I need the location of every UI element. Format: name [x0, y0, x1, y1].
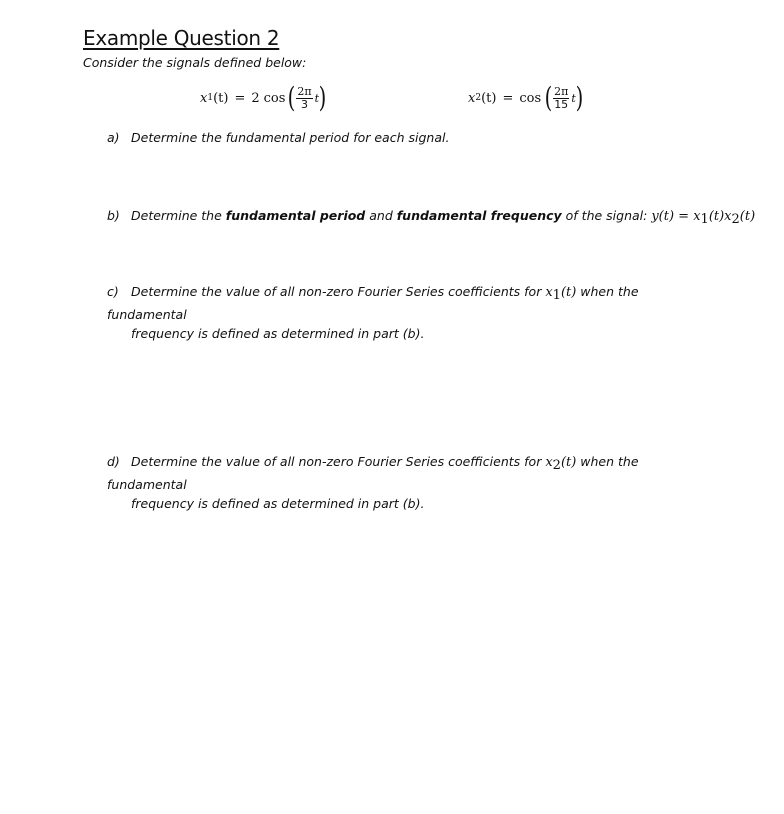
eq-x1-open-paren: (	[288, 81, 296, 114]
eq-x2-arg: (t)	[481, 90, 497, 106]
eq-x1-t: t	[314, 91, 320, 105]
question-d-label: d)	[107, 454, 120, 469]
question-d-pre: Determine the value of all non-zero Fourier Series coefficients for	[131, 454, 546, 469]
eq-x1-coef: 2	[251, 90, 260, 106]
question-d-line2: frequency is defined as determined in part (b).	[131, 496, 425, 511]
eq-x1-func: cos	[263, 90, 286, 106]
question-b-label: b)	[107, 208, 120, 223]
question-d-sub: 2	[552, 458, 561, 473]
eq-x1-close-paren: )	[318, 81, 327, 114]
question-b-pre: Determine the	[131, 208, 226, 223]
question-a-text: Determine the fundamental period for each signal.	[131, 130, 450, 145]
eq-x2-numerator: 2π	[554, 84, 569, 98]
eq-x2-var: x	[468, 90, 476, 106]
question-b-math-y: y(t) = x	[651, 209, 701, 224]
eq-x2-denominator: 15	[554, 97, 569, 111]
eq-x1-sub: 1	[207, 93, 214, 103]
question-b	[107, 206, 755, 229]
eq-x2-equals: =	[502, 90, 514, 106]
question-c	[107, 282, 709, 343]
eq-x1-equals: =	[234, 90, 246, 106]
eq-x2-t: t	[571, 91, 576, 105]
eq-x1-arg: (t)	[213, 90, 229, 106]
question-a-label: a)	[107, 130, 120, 145]
eq-x2-fraction	[553, 86, 569, 110]
question-b-bold-frequency: fundamental frequency	[396, 208, 562, 223]
question-c-label: c)	[107, 284, 119, 299]
question-c-math-x: x	[545, 285, 553, 300]
page-title: Example Question 2	[83, 26, 280, 50]
eq-x2-close-paren: )	[575, 81, 584, 114]
intro-text: Consider the signals defined below:	[83, 55, 307, 70]
question-b-mid: and	[365, 208, 397, 223]
question-b-bold-period: fundamental period	[225, 208, 366, 223]
question-b-post: of the signal:	[561, 208, 652, 223]
eq-x1-numerator: 2π	[297, 84, 312, 98]
question-d	[107, 452, 709, 513]
eq-x1-var: x	[200, 90, 208, 106]
eq-x1-fraction	[296, 86, 312, 110]
equation-x2	[468, 81, 584, 114]
question-a	[107, 128, 449, 147]
question-b-sub1: 1	[700, 212, 709, 227]
question-d-math-t: (t)	[560, 455, 577, 470]
question-b-math-t: (t)	[739, 209, 756, 224]
eq-x2-sub: 2	[475, 93, 482, 103]
question-c-math-t: (t)	[560, 285, 577, 300]
question-b-math-x2: (t)x	[708, 209, 732, 224]
question-b-sub2: 2	[731, 212, 740, 227]
equation-x1	[200, 81, 327, 114]
eq-x1-denominator: 3	[300, 97, 308, 111]
question-d-post: when the fundamental	[107, 454, 639, 492]
question-d-math-x: x	[545, 455, 553, 470]
question-c-post: when the fundamental	[107, 284, 639, 322]
eq-x2-open-paren: (	[544, 81, 553, 114]
question-c-pre: Determine the value of all non-zero Fourier Series coefficients for	[131, 284, 546, 299]
eq-x2-func: cos	[519, 90, 542, 106]
question-c-line2: frequency is defined as determined in part (b).	[131, 326, 425, 341]
question-c-sub: 1	[552, 288, 561, 303]
